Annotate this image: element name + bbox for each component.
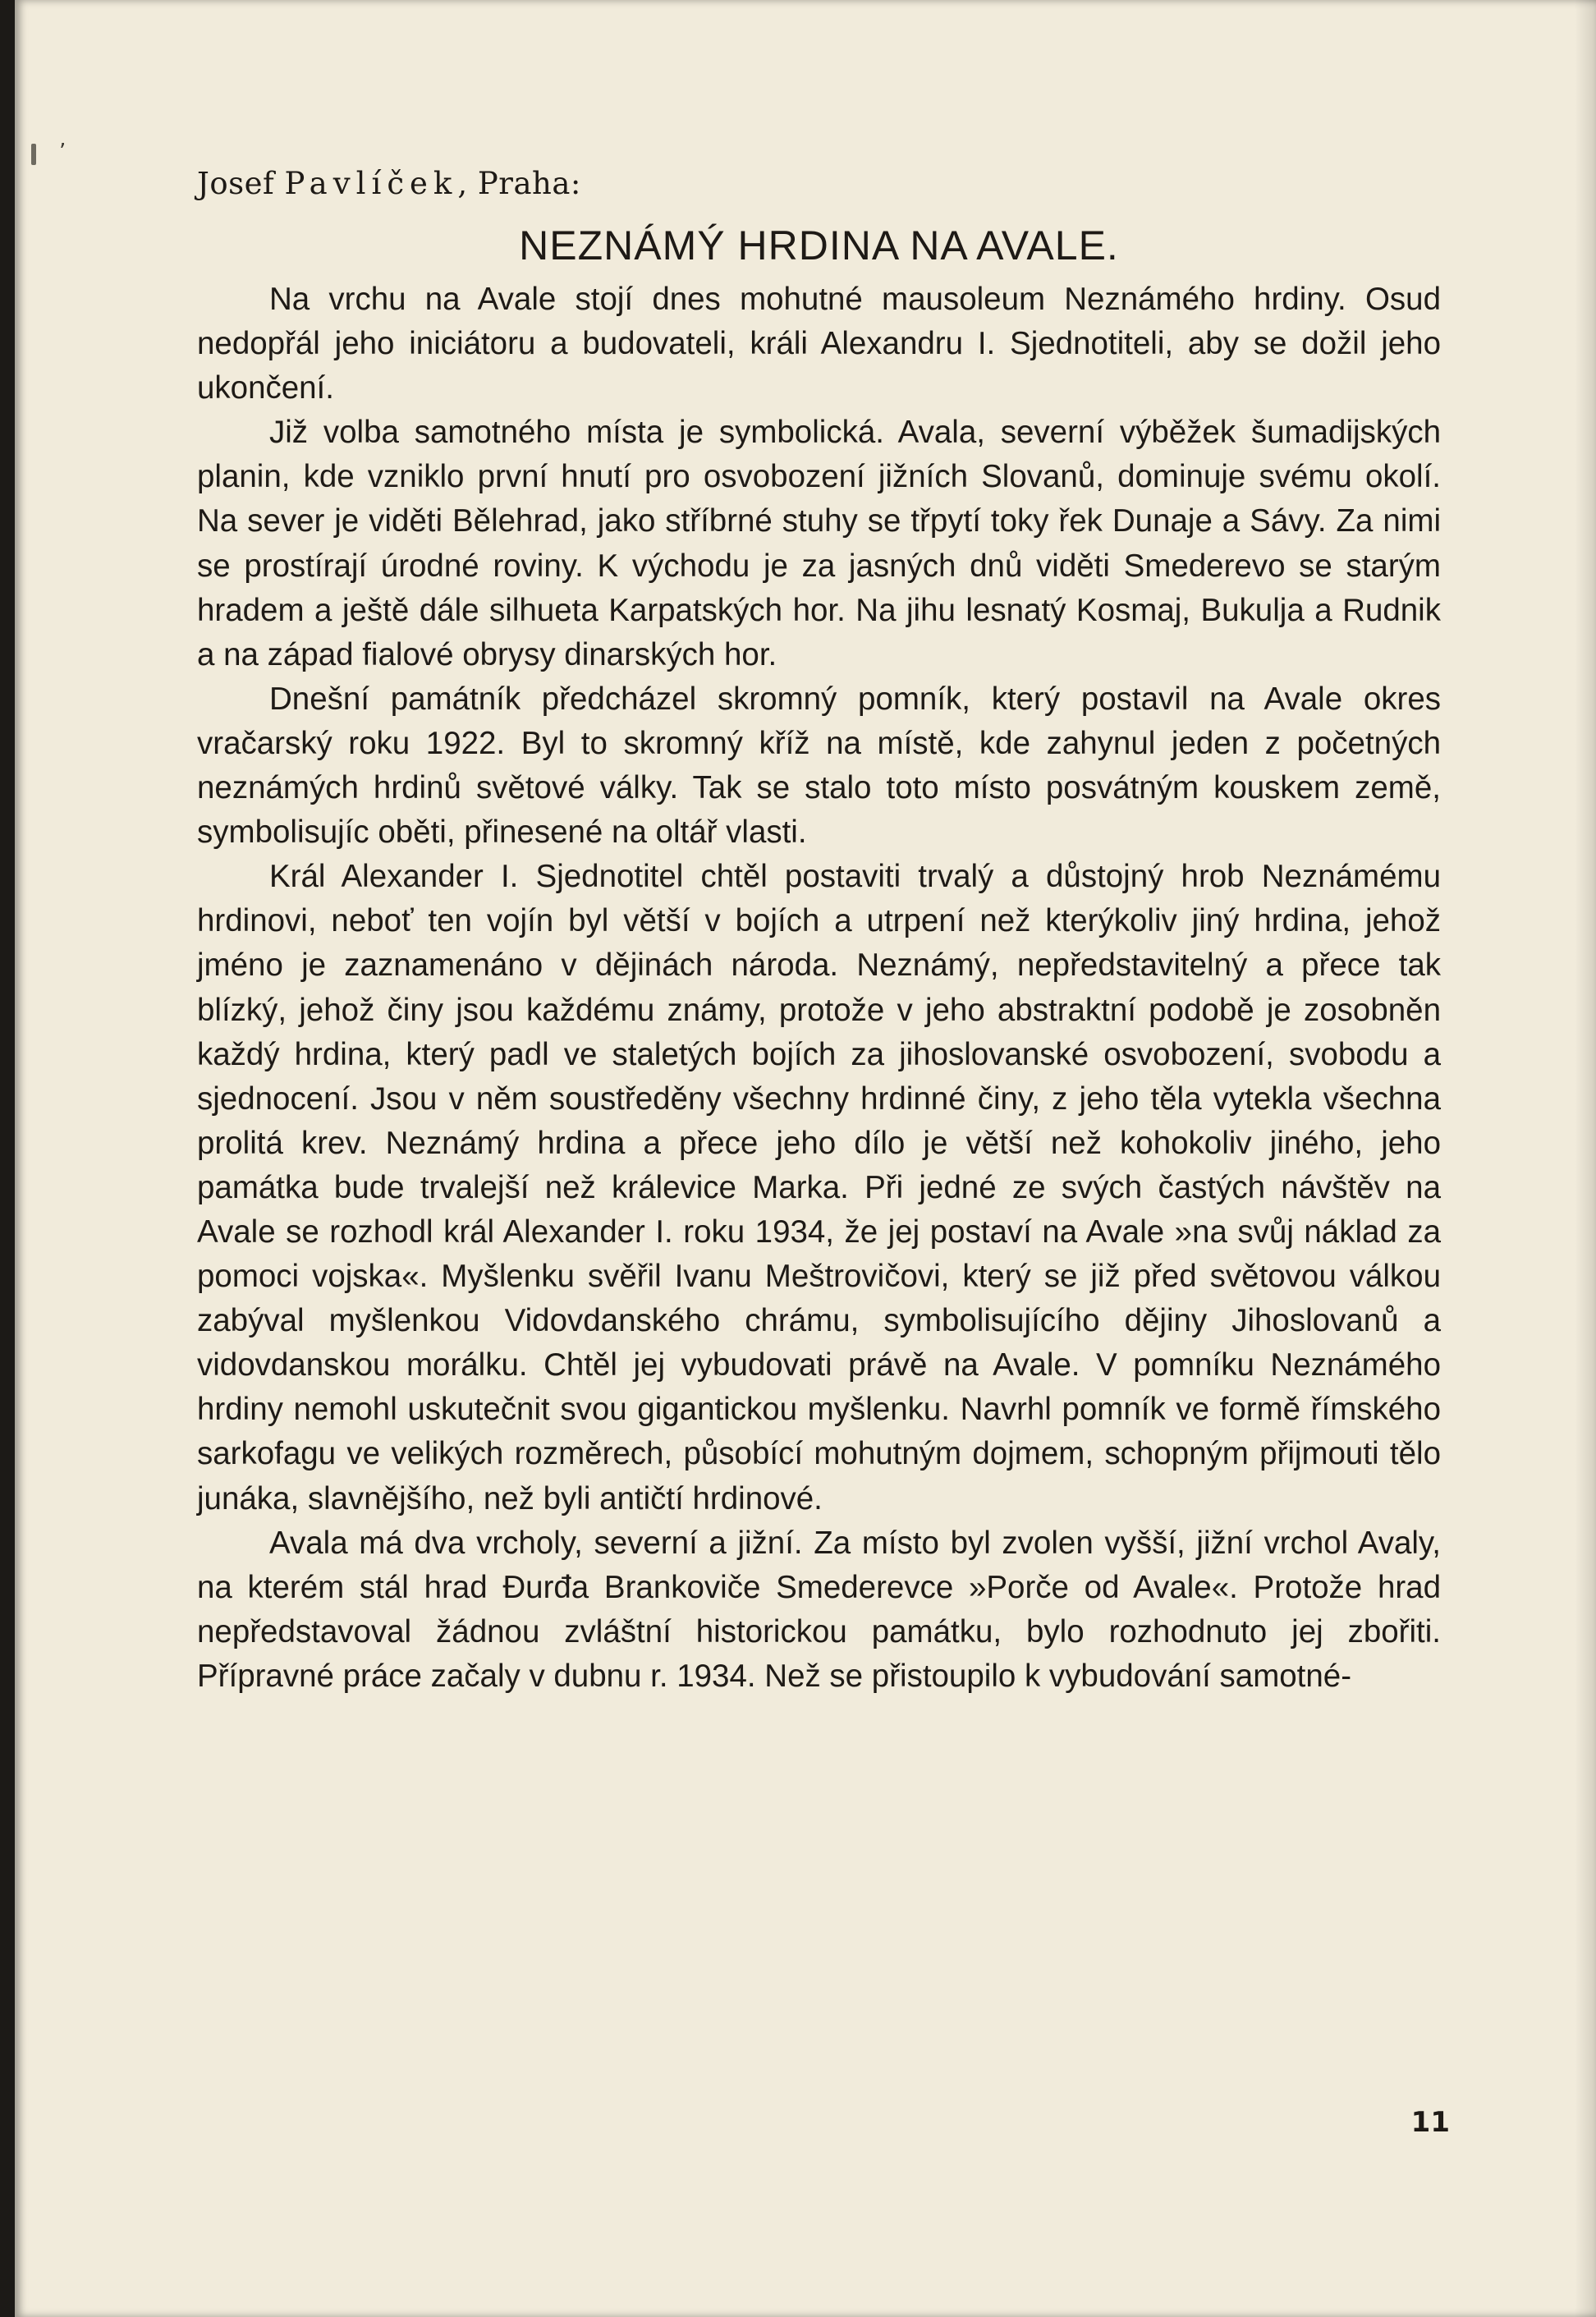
paragraph: Již volba samotného místa je symbolická. Avala, severní výběžek šumadijských planin, kde vzniklo první hnutí pro osvobození jižních Slovanů, dominuje svému okolí. Na sever je viděti Bělehrad, jako stříbrné stuhy se třpytí toky řek Dunaje a Sávy. Za nimi se prostírají úrodné roviny. K východu je za jasných dnů viděti Smederevo se starým hradem a ještě dále silhueta Karpatských hor. Na jihu lesnatý Kosmaj, Bukulja a Rudnik a na západ fialové obrysy dinarských hor. [197, 415, 1441, 672]
article-title: NEZNÁMÝ HRDINA NA AVALE. [519, 223, 1119, 268]
paragraph: Na vrchu na Avale stojí dnes mohutné mausoleum Neznámého hrdiny. Osud nedopřál jeho iniciátoru a budovateli, králi Alexandru I. Sjednotiteli, aby se dožil jeho ukončení. [197, 282, 1441, 406]
paragraph: Dnešní památník předcházel skromný pomník, který postavil na Avale okres vračarský roku 1922. Byl to skromný kříž na místě, kde zahynul jeden z početných neznámých hrdinů světové války. Tak se stalo toto místo posvátným kouskem země, symbolisujíc oběti, přinesené na oltář vlasti. [197, 681, 1441, 851]
page-number: 11 [1410, 2106, 1450, 2139]
page-edge-mark [31, 144, 36, 165]
margin-mark: ’ [59, 140, 66, 164]
author-last-name: Pavlíček [284, 166, 458, 201]
paragraph: Avala má dva vrcholy, severní a jižní. Za místo byl zvolen vyšší, jižní vrchol Avaly, na kterém stál hrad Đurđa Brankoviče Smederevce »Porče od Avale«. Protože hrad nepředstavoval žádnou zvláštní historickou památku, bylo rozhodnuto jej zbořiti. Přípravné práce začaly v dubnu r. 1934. Než se přistoupilo k vybudování samotné- [197, 1525, 1441, 1694]
paragraph: Král Alexander I. Sjednotitel chtěl postaviti trvalý a důstojný hrob Neznámému hrdinovi, neboť ten vojín byl větší v bojích a utrpení než kterýkoliv jiný hrdina, jehož jméno je zaznamenáno v dějinách národa. Neznámý, nepředstavitelný a přece tak blízký, jehož činy jsou každému známy, protože v jeho abstraktní podobě je zosobněn každý hrdina, který padl ve staletých bojích za jihoslovanské osvobození, svobodu a sjednocení. Jsou v něm soustředěny všechny hrdinné činy, z jeho těla vytekla všechna prolitá krev. Neznámý hrdina a přece jeho dílo je větší než kohokoliv jiného, jeho památka bude trvalejší než králevice Marka. Při jedné ze svých častých návštěv na Avale se rozhodl král Alexander I. roku 1934, že jej postaví na Avale »na svůj náklad za pomoci vojska«. Myšlenku svěřil Ivanu Meštrovičovi, který se již před světovou válkou zabýval myšlenkou Vidovdanského chrámu, symbolisujícího dějiny Jihoslovanů a vidovdanskou morálku. Chtěl jej vybudovati právě na Avale. V pomníku Neznámého hrdiny nemohl uskutečnit svou gigantickou myšlenku. Navrhl pomník ve formě římského sarkofagu ve velikých rozměrech, působící mohutným dojmem, schopným přijmouti tělo junáka, slavnějšího, než byli antičtí hrdinové. [197, 859, 1441, 1516]
author-line [197, 154, 1441, 213]
article [197, 154, 1441, 1699]
author-city: , Praha: [457, 166, 581, 201]
book-page [15, 0, 1596, 2317]
author-first-name: Josef [197, 166, 285, 201]
